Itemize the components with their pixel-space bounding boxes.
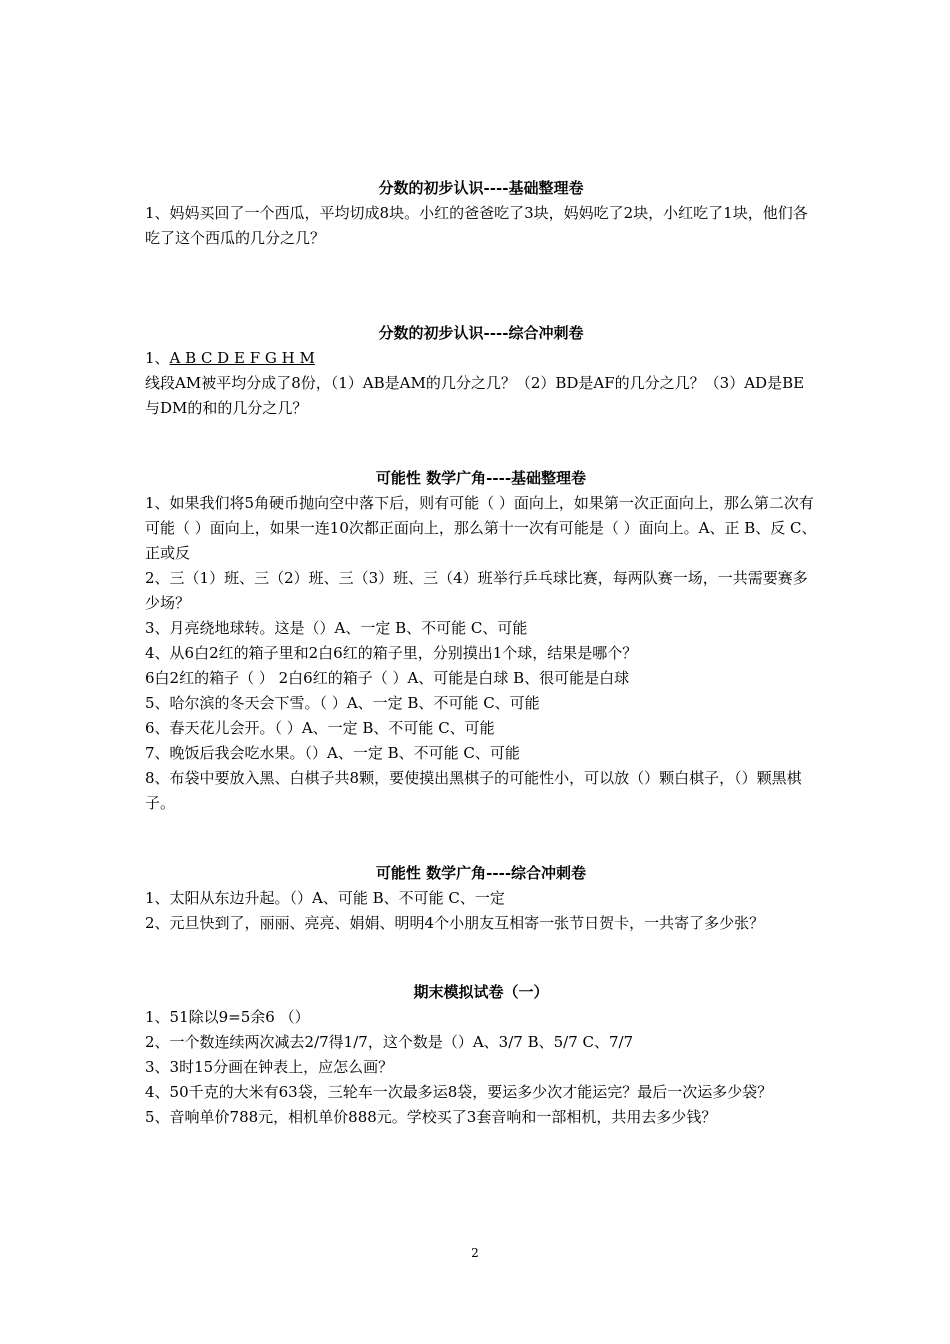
question-text: 线段AM被平均分成了8份，（1）AB是AM的几分之几？（2）BD是AF的几分之几？（3）AD是BE与DM的和的几分之几？ [145,374,805,417]
section-probability-basic [145,466,817,816]
section-title: 期末模拟试卷（一） [413,983,549,1001]
question-text: 8、布袋中要放入黑、白棋子共8颗，要使摸出黑棋子的可能性小，可以放（）颗白棋子，（）颗黑棋子。 [145,769,802,812]
question-text: 1、妈妈买回了一个西瓜，平均切成8块。小红的爸爸吃了3块，妈妈吃了2块，小红吃了1块，他们各吃了这个西瓜的几分之几？ [145,204,808,247]
line-segment-labels: A B C D E F G H M [169,349,315,367]
document-body [145,176,817,1130]
question-text: 6、春天花儿会开。（ ）A、一定 B、不可能 C、可能 [145,719,495,737]
section-fraction-advanced [145,321,817,421]
section-title: 可能性 数学广角----基础整理卷 [375,469,587,487]
question-text: 3、月亮绕地球转。这是（）A、一定 B、不可能 C、可能 [145,619,528,637]
question-text: 6白2红的箱子（ ） 2白6红的箱子（ ）A、可能是白球 B、很可能是白球 [145,669,630,687]
question-text: 1、太阳从东边升起。（）A、可能 B、不可能 C、一定 [145,889,505,907]
question-text: 1、如果我们将5角硬币抛向空中落下后，则有可能（ ）面向上，如果第一次正面向上，那么第二次有可能（ ）面向上，如果一连10次都正面向上，那么第十一次有可能是（ ）面向上。A、正 B、反 C、正或反 [145,494,817,562]
section-final-mock-exam [145,980,817,1130]
section-title: 可能性 数学广角----综合冲刺卷 [375,864,587,882]
question-text: 4、从6白2红的箱子里和2白6红的箱子里，分别摸出1个球，结果是哪个？ [145,644,638,662]
question-number: 1、 [145,349,170,367]
question-text: 5、音响单价788元，相机单价888元。学校买了3套音响和一部相机，共用去多少钱？ [145,1108,717,1126]
question-text: 7、晚饭后我会吃水果。（）A、一定 B、不可能 C、可能 [145,744,520,762]
section-title: 分数的初步认识----基础整理卷 [378,179,584,197]
question-text: 3、3时15分画在钟表上，应怎么画？ [145,1058,394,1076]
question-text: 2、一个数连续两次减去2/7得1/7，这个数是（）A、3/7 B、5/7 C、7/7 [145,1033,634,1051]
question-text: 2、元旦快到了，丽丽、亮亮、娟娟、明明4个小朋友互相寄一张节日贺卡，一共寄了多少张？ [145,914,765,932]
section-fraction-basic [145,176,817,251]
page-number: 2 [471,1246,479,1260]
question-line-segment [145,346,817,371]
question-text: 1、51除以9=5余6 （） [145,1008,310,1026]
question-text: 4、50千克的大米有63袋，三轮车一次最多运8袋，要运多少次才能运完？最后一次运多少袋？ [145,1083,773,1101]
section-title: 分数的初步认识----综合冲刺卷 [378,324,584,342]
question-text: 2、三（1）班、三（2）班、三（3）班、三（4）班举行乒乓球比赛，每两队赛一场，一共需要赛多少场？ [145,569,808,612]
question-text: 5、哈尔滨的冬天会下雪。（ ）A、一定 B、不可能 C、可能 [145,694,540,712]
section-probability-advanced [145,861,817,936]
